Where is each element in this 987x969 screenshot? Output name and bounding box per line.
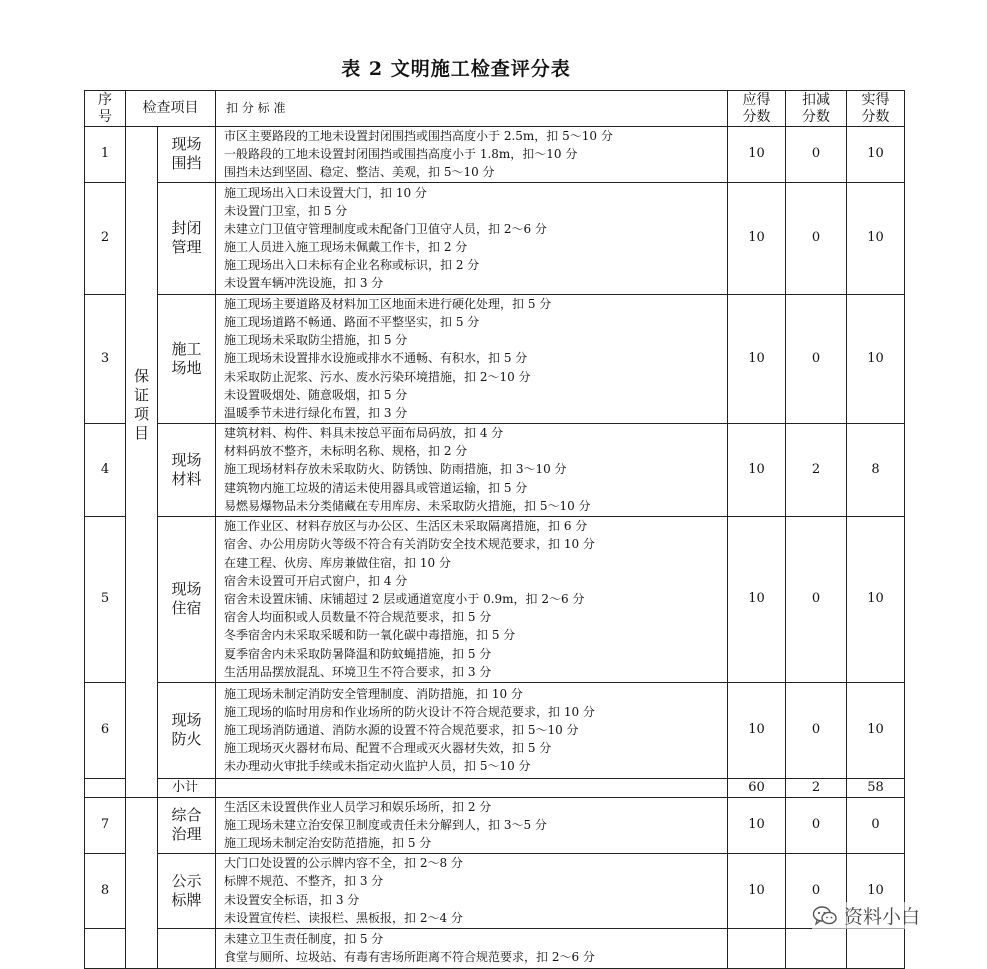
criteria-line: 未设置车辆冲洗设施，扣 3 分 [224, 276, 384, 291]
score-full: 10 [728, 294, 786, 423]
header-seq: 序 号 [85, 91, 126, 127]
score-actual: 0 [847, 797, 905, 853]
criteria-line: 生活区未设置供作业人员学习和娱乐场所，扣 2 分 [224, 799, 492, 814]
row-number: 7 [85, 797, 126, 853]
criteria-line: 未设置安全标语，扣 3 分 [224, 892, 360, 907]
criteria-line: 围挡未达到坚固、稳定、整洁、美观，扣 5～10 分 [224, 165, 495, 180]
check-item: 现场 住宿 [158, 516, 216, 682]
criteria-line: 宿舍人均面积或人员数量不符合规范要求，扣 5 分 [224, 610, 492, 625]
score-deduct: 0 [786, 516, 847, 682]
criteria-line: 施工现场消防通道、消防水源的设置不符合规范要求，扣 5～10 分 [224, 722, 579, 737]
criteria-line: 施工现场灭火器材布局、配置不合理或灭火器材失效，扣 5 分 [224, 741, 552, 756]
score-deduct: 0 [786, 797, 847, 853]
deduction-criteria [216, 294, 728, 423]
table-row [85, 294, 905, 423]
table-row [85, 182, 905, 294]
criteria-line: 未办理动火审批手续或未指定动火监护人员，扣 5～10 分 [224, 759, 531, 774]
check-item: 综合 治理 [158, 797, 216, 853]
subtotal-actual: 58 [847, 778, 905, 797]
score-full: 10 [728, 853, 786, 928]
criteria-line: 冬季宿舍内未采取采暖和防一氧化碳中毒措施，扣 5 分 [224, 628, 516, 643]
row-number [85, 928, 126, 968]
deduction-criteria [216, 682, 728, 778]
criteria-line: 施工现场道路不畅通、路面不平整坚实，扣 5 分 [224, 315, 480, 330]
deduction-criteria [216, 516, 728, 682]
criteria-line: 施工现场未制定消防安全管理制度、消防措施，扣 10 分 [224, 686, 523, 701]
criteria-line: 未建立门卫值守管理制度或未配备门卫值守人员，扣 2～6 分 [224, 221, 547, 236]
group-guarantee-text: 保证项目 [134, 367, 150, 442]
criteria-line: 温暖季节未进行绿化布置，扣 3 分 [224, 406, 408, 421]
group-general-label [126, 797, 158, 968]
criteria-line: 在建工程、伙房、库房兼做住宿，扣 10 分 [224, 555, 451, 570]
score-table [84, 90, 905, 969]
criteria-line: 施工现场主要道路及材料加工区地面未进行硬化处理，扣 5 分 [224, 296, 552, 311]
header-score-actual: 实得 分数 [847, 91, 905, 127]
check-item: 现场 防火 [158, 682, 216, 778]
criteria-line: 建筑物内施工垃圾的清运未使用器具或管道运输，扣 5 分 [224, 480, 528, 495]
score-deduct: 0 [786, 682, 847, 778]
header-row [85, 91, 905, 127]
criteria-line: 施工作业区、材料存放区与办公区、生活区未采取隔离措施，扣 6 分 [224, 519, 588, 534]
criteria-line: 一般路段的工地未设置封闭围挡或围挡高度小于 1.8m，扣～10 分 [224, 147, 578, 162]
score-actual: 10 [847, 853, 905, 928]
subtotal-deduct: 2 [786, 778, 847, 797]
criteria-line: 施工现场材料存放未采取防火、防锈蚀、防雨措施，扣 3～10 分 [224, 462, 567, 477]
criteria-line: 未设置宣传栏、读报栏、黑板报，扣 2～4 分 [224, 910, 463, 925]
row-number: 1 [85, 127, 126, 183]
score-actual: 10 [847, 127, 905, 183]
watermark-text: 资料小白 [844, 906, 921, 928]
criteria-line: 生活用品摆放混乱、环境卫生不符合要求，扣 3 分 [224, 664, 492, 679]
check-item: 现场 材料 [158, 423, 216, 516]
wechat-icon [812, 905, 838, 927]
score-deduct: 2 [786, 423, 847, 516]
header-criteria: 扣 分 标 准 [216, 91, 728, 127]
criteria-line: 未建立卫生责任制度，扣 5 分 [224, 931, 384, 946]
score-actual: 10 [847, 516, 905, 682]
score-deduct: 0 [786, 853, 847, 928]
subtotal-full: 60 [728, 778, 786, 797]
criteria-line: 建筑材料、构件、料具未按总平面布局码放，扣 4 分 [224, 426, 504, 441]
score-deduct [786, 928, 847, 968]
criteria-line: 施工现场未建立治安保卫制度或责任未分解到人，扣 3～5 分 [224, 817, 547, 832]
score-full: 10 [728, 516, 786, 682]
check-item: 施工 场地 [158, 294, 216, 423]
criteria-line: 夏季宿舍内未采取防暑降温和防蚊蝇措施，扣 5 分 [224, 646, 492, 661]
deduction-criteria [216, 853, 728, 928]
deduction-criteria [216, 127, 728, 183]
criteria-line: 宿舍、办公用房防火等级不符合有关消防安全技术规范要求，扣 10 分 [224, 537, 595, 552]
criteria-line: 施工人员进入施工现场未佩戴工作卡，扣 2 分 [224, 240, 468, 255]
subtotal-empty [85, 778, 126, 797]
score-full: 10 [728, 682, 786, 778]
subtotal-criteria-empty [216, 778, 728, 797]
score-deduct: 0 [786, 127, 847, 183]
criteria-line: 食堂与厕所、垃圾站、有毒有害场所距离不符合规范要求，扣 2～6 分 [224, 950, 595, 965]
criteria-line: 市区主要路段的工地未设置封闭围挡或围挡高度小于 2.5m，扣 5～10 分 [224, 129, 613, 143]
header-score-full: 应得 分数 [728, 91, 786, 127]
subtotal-label: 小计 [158, 778, 216, 797]
table-row [85, 928, 905, 968]
header-item: 检查项目 [126, 91, 216, 127]
score-actual: 10 [847, 294, 905, 423]
header-score-deduct: 扣减 分数 [786, 91, 847, 127]
criteria-line: 未采取防止泥浆、污水、废水污染环境措施，扣 2～10 分 [224, 369, 531, 384]
score-actual [847, 928, 905, 968]
criteria-line: 未设置门卫室，扣 5 分 [224, 203, 348, 218]
criteria-line: 施工现场未设置排水设施或排水不通畅、有积水，扣 5 分 [224, 351, 528, 366]
group-guarantee-label [126, 127, 158, 798]
criteria-line: 材料码放不整齐，未标明名称、规格，扣 2 分 [224, 444, 468, 459]
score-actual: 10 [847, 182, 905, 294]
criteria-line: 施工现场未制定治安防范措施，扣 5 分 [224, 836, 432, 851]
deduction-criteria [216, 182, 728, 294]
table-row [85, 797, 905, 853]
table-row [85, 127, 905, 183]
deduction-criteria [216, 423, 728, 516]
table-title: 表 2 文明施工检查评分表 [341, 58, 571, 80]
row-number: 6 [85, 682, 126, 778]
criteria-line: 施工现场出入口未标有企业名称或标识，扣 2 分 [224, 258, 480, 273]
watermark [812, 902, 920, 929]
criteria-line: 未设置吸烟处、随意吸烟，扣 5 分 [224, 387, 408, 402]
row-number: 8 [85, 853, 126, 928]
criteria-line: 大门口处设置的公示牌内容不全，扣 2～8 分 [224, 856, 463, 871]
table-row [85, 516, 905, 682]
score-full: 10 [728, 127, 786, 183]
table-row [85, 853, 905, 928]
score-full: 10 [728, 797, 786, 853]
criteria-line: 施工现场的临时用房和作业场所的防火设计不符合规范要求，扣 10 分 [224, 704, 595, 719]
score-deduct: 0 [786, 182, 847, 294]
row-number: 4 [85, 423, 126, 516]
criteria-line: 标牌不规范、不整齐，扣 3 分 [224, 874, 384, 889]
score-full: 10 [728, 423, 786, 516]
criteria-line: 宿舍未设置床铺、床铺超过 2 层或通道宽度小于 0.9m，扣 2～6 分 [224, 591, 585, 606]
score-full: 10 [728, 182, 786, 294]
subtotal-row [85, 778, 905, 797]
table-row [85, 682, 905, 778]
check-item: 现场 围挡 [158, 127, 216, 183]
check-item: 封闭 管理 [158, 182, 216, 294]
criteria-line: 施工现场未采取防尘措施，扣 5 分 [224, 333, 408, 348]
row-number: 5 [85, 516, 126, 682]
row-number: 3 [85, 294, 126, 423]
check-item: 公示 标牌 [158, 853, 216, 928]
score-full [728, 928, 786, 968]
criteria-line: 宿舍未设置可开启式窗户，扣 4 分 [224, 573, 408, 588]
score-deduct: 0 [786, 294, 847, 423]
table-row [85, 423, 905, 516]
criteria-line: 施工现场出入口未设置大门，扣 10 分 [224, 185, 427, 200]
score-actual: 8 [847, 423, 905, 516]
score-actual: 10 [847, 682, 905, 778]
criteria-line: 易燃易爆物品未分类储藏在专用库房、未采取防火措施，扣 5～10 分 [224, 498, 591, 513]
check-item [158, 928, 216, 968]
deduction-criteria [216, 797, 728, 853]
row-number: 2 [85, 182, 126, 294]
deduction-criteria [216, 928, 728, 968]
